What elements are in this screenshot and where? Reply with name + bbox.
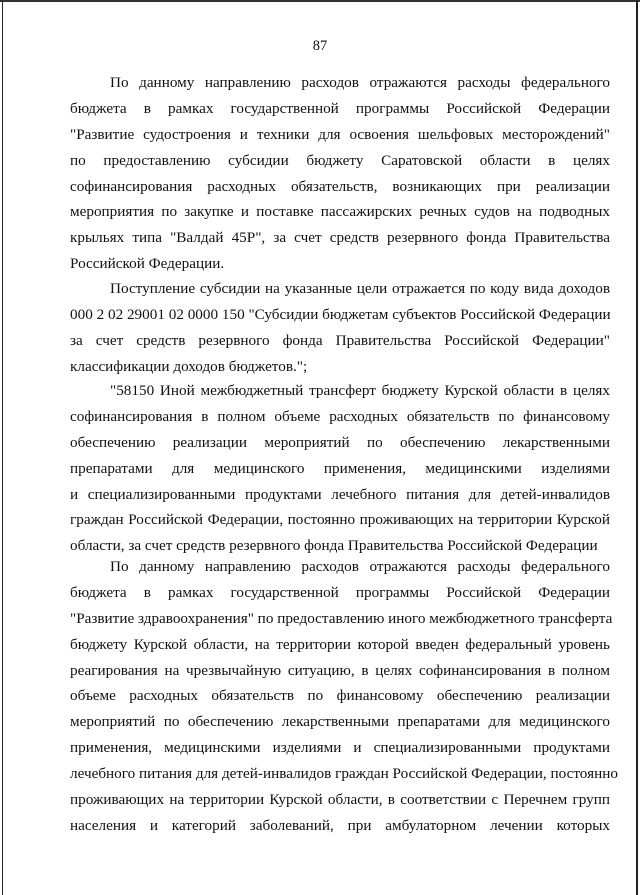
text-line: 000 2 02 29001 02 0000 150 "Субсидии бюджетам субъектов Российской Федерации bbox=[70, 305, 611, 323]
scan-edge-top bbox=[0, 0, 640, 2]
text-line: мероприятий по обеспечению лекарственными препаратами для медицинского bbox=[70, 713, 610, 731]
page-number: 87 bbox=[312, 38, 328, 54]
text-line: бюджета в рамках государственной программы Российской Федерации bbox=[70, 99, 610, 117]
text-line: "58150 Иной межбюджетный трансферт бюджету Курской области в целях bbox=[110, 382, 610, 399]
text-line: применения, медицинскими изделиями и специализированными продуктами bbox=[70, 739, 610, 757]
text-line: обеспечению реализации мероприятий по обеспечению лекарственными bbox=[70, 433, 610, 451]
text-line: препаратами для медицинского применения, медицинскими изделиями bbox=[70, 459, 610, 477]
text-line: мероприятия по закупке и поставке пассажирских речных судов на подводных bbox=[70, 203, 610, 221]
scan-edge-right bbox=[636, 0, 638, 895]
text-line: области, за счет средств резервного фонда Правительства Российской Федерации bbox=[70, 537, 598, 555]
text-line: софинансирования в полном объеме расходных обязательств по финансовому bbox=[70, 407, 610, 425]
text-line: за счет средств резервного фонда Правительства Российской Федерации" bbox=[70, 331, 610, 349]
text-line: проживающих на территории Курской области, в соответствии с Перечнем групп bbox=[70, 791, 610, 809]
text-line: По данному направлению расходов отражаются расходы федерального bbox=[110, 558, 610, 575]
text-line: населения и категорий заболеваний, при амбулаторном лечении которых bbox=[70, 816, 610, 834]
text-line: и специализированными продуктами лечебного питания для детей-инвалидов bbox=[70, 485, 610, 503]
text-line: Российской Федерации. bbox=[70, 255, 225, 273]
text-line: граждан Российской Федерации, постоянно проживающих на территории Курской bbox=[70, 511, 610, 529]
text-line: "Развитие здравоохранения" по предоставлению иного межбюджетного трансферта bbox=[70, 609, 613, 627]
paragraph-3 bbox=[70, 378, 610, 559]
text-line: классификации доходов бюджетов."; bbox=[70, 357, 308, 375]
text-line: крыльях типа "Валдай 45Р", за счет средств резервного фонда Правительства bbox=[70, 229, 610, 247]
text-line: бюджету Курской области, на территории которой введен федеральный уровень bbox=[70, 635, 610, 653]
paragraph-1 bbox=[70, 70, 610, 277]
text-line: лечебного питания для детей-инвалидов граждан Российской Федерации, постоянно bbox=[70, 765, 618, 783]
text-line: Поступление субсидии на указанные цели отражается по коду вида доходов bbox=[110, 280, 610, 297]
paragraph-4 bbox=[70, 554, 618, 839]
text-line: софинансирования расходных обязательств, возникающих при реализации bbox=[70, 177, 610, 195]
text-line: объеме расходных обязательств по финансовому обеспечению реализации bbox=[70, 687, 610, 705]
text-line: бюджета в рамках государственной программы Российской Федерации bbox=[70, 583, 610, 601]
text-line: по предоставлению субсидии бюджету Саратовской области в целях bbox=[70, 151, 610, 169]
paragraph-2 bbox=[70, 276, 610, 380]
text-line: реагирования на чрезвычайную ситуацию, в целях софинансирования в полном bbox=[70, 661, 610, 679]
text-line: "Развитие судостроения и техники для освоения шельфовых месторождений" bbox=[70, 125, 610, 143]
scan-edge-left bbox=[2, 0, 3, 895]
text-line: По данному направлению расходов отражаются расходы федерального bbox=[110, 74, 610, 91]
